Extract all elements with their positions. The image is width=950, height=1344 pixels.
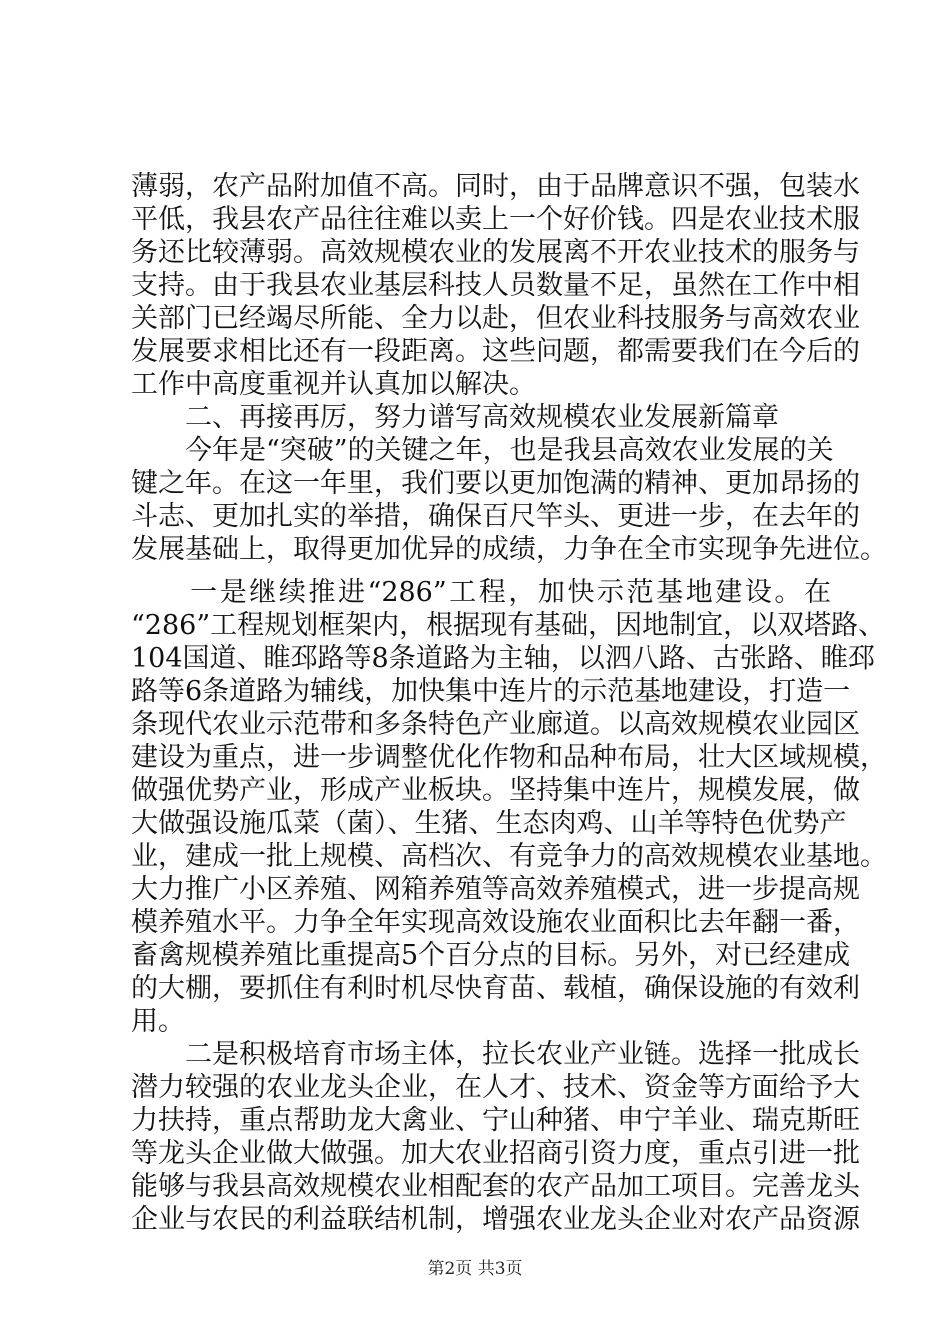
text-line: “286”工程规划框架内，根据现有基础，因地制宜，以双塔路、 <box>131 610 886 641</box>
text-line: 薄弱，农产品附加值不高。同时，由于品牌意识不强，包装水 <box>131 171 860 202</box>
text-line: 104国道、睢邳路等8条道路为主轴，以泗八路、古张路、睢邳 <box>131 643 875 674</box>
text-line: 潜力较强的农业龙头企业，在人才、技术、资金等方面给予大 <box>131 1072 860 1103</box>
text-line: 能够与我县高效规模农业相配套的农产品加工项目。完善龙头 <box>131 1171 860 1202</box>
text-line: 企业与农民的利益联结机制，增强农业龙头企业对农产品资源 <box>131 1204 860 1235</box>
text-line: 工作中高度重视并认真加以解决。 <box>131 369 536 400</box>
text-line: 大做强设施瓜菜（菌）、生猪、生态肉鸡、山羊等特色优势产 <box>131 808 847 839</box>
text-line: 键之年。在这一年里，我们要以更加饱满的精神、更加昂扬的 <box>131 468 860 499</box>
text-line: 业，建成一批上规模、高档次、有竞争力的高效规模农业基地。 <box>131 841 887 872</box>
text-line: 斗志、更加扎实的举措，确保百尺竿头、更进一步，在去年的 <box>131 501 860 532</box>
text-line: 发展要求相比还有一段距离。这些问题，都需要我们在今后的 <box>131 336 860 367</box>
text-line: 务还比较薄弱。高效规模农业的发展离不开农业技术的服务与 <box>131 237 860 268</box>
text-line: 今年是“突破”的关键之年，也是我县高效农业发展的关 <box>131 435 834 466</box>
text-line: 建设为重点，进一步调整优化作物和品种布局，壮大区域规模， <box>131 742 887 773</box>
text-line: 等龙头企业做大做强。加大农业招商引资力度，重点引进一批 <box>131 1138 860 1169</box>
page-footer: 第2页 共3页 <box>427 1259 523 1279</box>
text-line: 支持。由于我县农业基层科技人员数量不足，虽然在工作中相 <box>131 270 860 301</box>
text-line: 模养殖水平。力争全年实现高效设施农业面积比去年翻一番， <box>131 907 860 938</box>
text-line: 用。 <box>131 1006 185 1037</box>
text-line: 做强优势产业，形成产业板块。坚持集中连片，规模发展，做 <box>131 775 860 806</box>
text-line: 大力推广小区养殖、网箱养殖等高效养殖模式，进一步提高规 <box>131 874 860 905</box>
text-line: 发展基础上，取得更加优异的成绩，力争在全市实现争先进位。 <box>131 534 887 565</box>
text-line: 路等6条道路为辅线，加快集中连片的示范基地建设，打造一 <box>131 676 851 707</box>
text-line: 平低，我县农产品往往难以卖上一个好价钱。四是农业技术服 <box>131 204 860 235</box>
text-line: 关部门已经竭尽所能、全力以赴，但农业科技服务与高效农业 <box>131 303 860 334</box>
text-line: 条现代农业示范带和多条特色产业廊道。以高效规模农业园区 <box>131 709 860 740</box>
section-heading: 二、再接再厉，努力谱写高效规模农业发展新篇章 <box>131 402 779 433</box>
text-line: 二是积极培育市场主体，拉长农业产业链。选择一批成长 <box>131 1039 860 1070</box>
text-line: 一是继续推进“286”工程，加快示范基地建设。在 <box>131 577 831 608</box>
text-line: 畜禽规模养殖比重提高5个百分点的目标。另外，对已经建成 <box>131 940 851 971</box>
text-line: 的大棚，要抓住有利时机尽快育苗、载植，确保设施的有效利 <box>131 973 860 1004</box>
text-line: 力扶持，重点帮助龙大禽业、宁山种猪、申宁羊业、瑞克斯旺 <box>131 1105 860 1136</box>
